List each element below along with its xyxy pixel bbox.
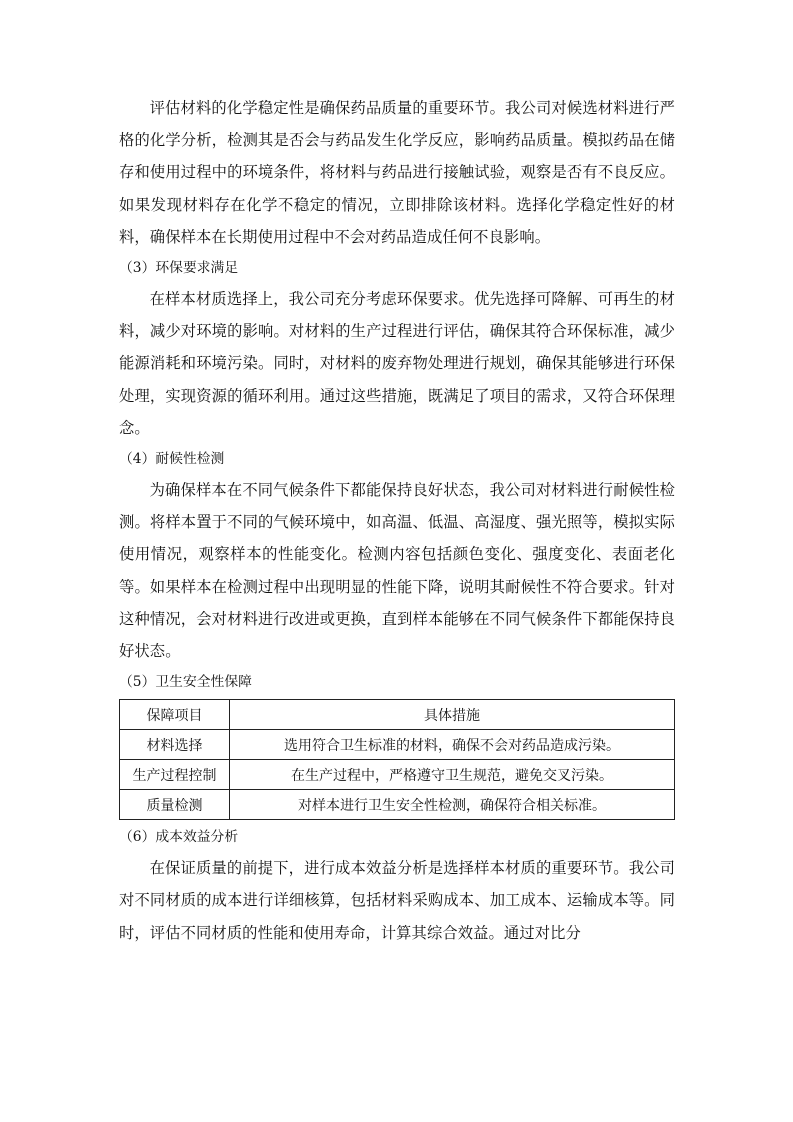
table-row — [120, 790, 675, 820]
environment-heading: （3）环保要求满足 — [119, 260, 239, 277]
table-cell: 材料选择 — [120, 730, 230, 760]
table-cell: 在生产过程中，严格遵守卫生规范，避免交叉污染。 — [230, 760, 675, 790]
table-cell: 生产过程控制 — [120, 760, 230, 790]
table-row — [120, 730, 675, 760]
weathering-paragraph: 为确保样本在不同气候条件下都能保持良好状态，我公司对材料进行耐候性检测。将样本置于不同的气候环境中，如高温、低温、高湿度、强光照等，模拟实际使用情况，观察样本的性能变化。检测内容包括颜色变化、强度变化、表面老化等。如果样本在检测过程中出现明显的性能下降，说明其耐候性不符合要求。针对这种情况，会对材料进行改进或更换，直到样本能够在不同气候条件下都能保持良好状态。 — [119, 481, 675, 661]
table-cell: 选用符合卫生标准的材料，确保不会对药品造成污染。 — [230, 730, 675, 760]
table-header-cell: 保障项目 — [120, 700, 230, 730]
chemical-stability-paragraph: 评估材料的化学稳定性是确保药品质量的重要环节。我公司对候选材料进行严格的化学分析，检测其是否会与药品发生化学反应，影响药品质量。模拟药品在储存和使用过程中的环境条件，将材料与药品进行接触试验，观察是否有不良反应。如果发现材料存在化学不稳定的情况，立即排除该材料。选择化学稳定性好的材料，确保样本在长期使用过程中不会对药品造成任何不良影响。 — [119, 99, 675, 246]
weathering-heading: （4）耐候性检测 — [119, 451, 225, 468]
table-header-cell: 具体措施 — [230, 700, 675, 730]
table-cell: 质量检测 — [120, 790, 230, 820]
hygiene-measures-table — [119, 699, 675, 820]
document-page — [119, 92, 675, 949]
hygiene-heading: （5）卫生安全性保障 — [119, 674, 252, 691]
table-row — [120, 760, 675, 790]
table-cell: 对样本进行卫生安全性检测，确保符合相关标准。 — [230, 790, 675, 820]
cost-paragraph: 在保证质量的前提下，进行成本效益分析是选择样本材质的重要环节。我公司对不同材质的成本进行详细核算，包括材料采购成本、加工成本、运输成本等。同时，评估不同材质的性能和使用寿命，计算其综合效益。通过对比分 — [119, 859, 675, 942]
table-header-row — [120, 700, 675, 730]
environment-paragraph: 在样本材质选择上，我公司充分考虑环保要求。优先选择可降解、可再生的材料，减少对环境的影响。对材料的生产过程进行评估，确保其符合环保标准，减少能源消耗和环境污染。同时，对材料的废弃物处理进行规划，确保其能够进行环保处理，实现资源的循环利用。通过这些措施，既满足了项目的需求，又符合环保理念。 — [119, 290, 675, 437]
cost-heading: （6）成本效益分析 — [119, 829, 239, 846]
